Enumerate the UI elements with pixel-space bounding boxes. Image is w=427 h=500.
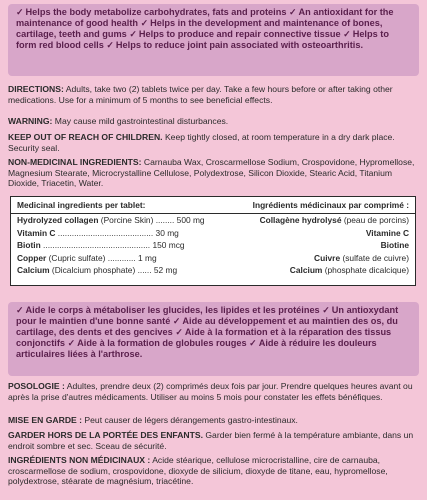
ingredient-name-en: Hydrolyzed collagen [17, 215, 99, 225]
mise-en-garde-text: Peut causer de légers dérangements gastro-intestinaux. [84, 415, 298, 425]
ingredient-name-fr: Calcium [289, 265, 323, 275]
garder-text: Garder bien fermé à la température ambiante, dans un endroit sombre et sec. Sceau de sécurité. [8, 430, 414, 451]
benefit-item: An antioxidant for the maintenance of good health [16, 7, 394, 28]
table-header-fr: Ingrédients médicinaux par comprimé : [252, 199, 409, 210]
checkmark-icon: ✓ [129, 29, 137, 39]
ingredient-name-en: Biotin [17, 240, 41, 250]
non-med-fr-paragraph [8, 455, 419, 487]
directions-text: Adults, take two (2) tablets twice per day. Take a few hours before or after taking other medications. Use for a minimum of 5 months to see beneficial effects. [8, 84, 393, 105]
benefits-panel-fr [8, 302, 419, 376]
directions-paragraph [8, 84, 419, 105]
garder-paragraph [8, 430, 419, 451]
benefit-item: Helps to reduce joint pain associated with osteoarthritis. [115, 40, 364, 50]
benefit-item-fr: Aide à la formation et à la réparation des tissus conjonctifs [16, 327, 392, 348]
ingredient-note-en: (Porcine Skin) [100, 215, 154, 225]
checkmark-icon: ✓ [16, 7, 24, 17]
keep-out-text: Keep tightly closed, at room temperature in a dry dark place. Security seal. [8, 132, 395, 153]
ingredient-amount: 500 mg [176, 215, 205, 225]
warning-paragraph [8, 116, 419, 127]
ingredient-name-fr: Collagène hydrolysé [259, 215, 342, 225]
ingredient-note-fr: (phosphate dicalcique) [324, 265, 409, 275]
ingredient-amount: 30 mg [155, 227, 179, 238]
non-med-fr-label: INGRÉDIENTS NON MÉDICINAUX : [8, 455, 151, 465]
posologie-label: POSOLOGIE : [8, 381, 65, 391]
table-row: Copper (Cupric sulfate) ............ 1 mg Cuivre (sulfate de cuivre) [17, 252, 409, 263]
ingredient-name-fr: Cuivre [314, 252, 341, 263]
ingredient-name-fr: Vitamine C [365, 227, 409, 238]
non-medicinal-label: NON-MEDICINAL INGREDIENTS: [8, 157, 142, 167]
table-row: Hydrolyzed collagen (Porcine Skin) ........ 500 mg Collagène hydrolysé (peau de porcins) [17, 215, 409, 225]
ingredient-note-fr: (sulfate de cuivre) [342, 252, 409, 263]
non-medicinal-paragraph [8, 157, 419, 189]
keep-out-paragraph [8, 132, 419, 153]
benefit-item: Helps the body metabolize carbohydrates, fats and proteins [25, 7, 287, 17]
table-row: Calcium (Dicalcium phosphate) ...... 52 mg Calcium (phosphate dicalcique) [17, 265, 409, 275]
warning-text: May cause mild gastrointestinal disturbances. [54, 116, 229, 126]
ingredient-note-en: (Cupric sulfate) [48, 252, 106, 263]
benefit-item-fr: Aide au développement et au maintien des os, du cartilage, des dents et des gencives [16, 316, 398, 337]
benefit-item: Helps in the development and maintenance of bones, cartilage, teeth and gums [16, 18, 383, 39]
benefit-item: Helps to form red blood cells [16, 29, 389, 50]
benefit-item-fr: Aide le corps à métaboliser les glucides, les lipides et les protéines [25, 305, 320, 315]
benefit-item: Helps to produce and repair connective tissue [138, 29, 341, 39]
non-medicinal-text: Carnauba Wax, Croscarmellose Sodium, Crospovidone, Hypromellose, Magnesium Stearate, Microcrystalline Cellulose, Polydextrose, Silicon Dioxide, Stearic Acid, Titanium Dioxide, Triacetin, Water. [8, 157, 415, 188]
keep-out-label: KEEP OUT OF REACH OF CHILDREN. [8, 132, 163, 142]
checkmark-icon: ✓ [140, 18, 149, 28]
mise-en-garde-paragraph [8, 415, 419, 426]
checkmark-icon: ✓ [172, 316, 181, 326]
checkmark-icon: ✓ [67, 338, 76, 348]
posologie-text: Adultes, prendre deux (2) comprimés deux fois par jour. Prendre quelques heures avant ou après la prise d'autres médicaments. Utiliser au moins 5 mois pour constater les effets bénéfiques. [8, 381, 413, 402]
checkmark-icon: ✓ [175, 327, 183, 337]
ingredient-note-en: (Dicalcium phosphate) [51, 265, 136, 275]
ingredient-name-en: Vitamin C [17, 227, 56, 238]
ingredient-amount: 1 mg [138, 252, 157, 263]
benefit-item-fr: Un antioxydant pour le maintien d'une bonne santé [16, 305, 399, 326]
mise-en-garde-label: MISE EN GARDE : [8, 415, 83, 425]
medicinal-ingredients-table [10, 196, 416, 286]
table-header [11, 197, 415, 214]
table-row: Vitamin C ......................................... 30 mg Vitamine C [17, 227, 409, 238]
ingredient-amount: 150 mcg [152, 240, 185, 250]
checkmark-icon: ✓ [249, 338, 257, 348]
non-med-fr-text: Acide stéarique, cellulose microcristalline, cire de carnauba, croscarmellose de sodium, crospovidone, dioxyde de silicium, dioxyde de titane, eau, hypromellose, polydextrose, stéarate de magnésium, triacétine. [8, 455, 388, 486]
checkmark-icon: ✓ [343, 29, 351, 39]
benefit-item-fr: Aide à réduire les douleurs articulaires liées à l'arthrose. [16, 338, 377, 359]
ingredient-amount: 52 mg [153, 265, 178, 275]
warning-label: WARNING: [8, 116, 53, 126]
table-header-en: Medicinal ingredients per tablet: [17, 199, 146, 210]
garder-label: GARDER HORS DE LA PORTÉE DES ENFANTS. [8, 430, 203, 440]
ingredient-name-en: Copper [17, 252, 47, 263]
benefits-panel-en [8, 4, 419, 76]
ingredient-name-fr: Biotine [380, 240, 409, 250]
table-row: Biotin .............................................. 150 mcg Biotine [17, 240, 409, 250]
checkmark-icon: ✓ [106, 40, 114, 50]
checkmark-icon: ✓ [322, 305, 330, 315]
ingredient-note-fr: (peau de porcins) [343, 215, 409, 225]
directions-label: DIRECTIONS: [8, 84, 64, 94]
posologie-paragraph [8, 381, 419, 402]
benefit-item-fr: Aide à la formation de globules rouges [77, 338, 247, 348]
ingredient-name-en: Calcium [17, 265, 50, 275]
checkmark-icon: ✓ [16, 305, 24, 315]
checkmark-icon: ✓ [289, 7, 297, 17]
